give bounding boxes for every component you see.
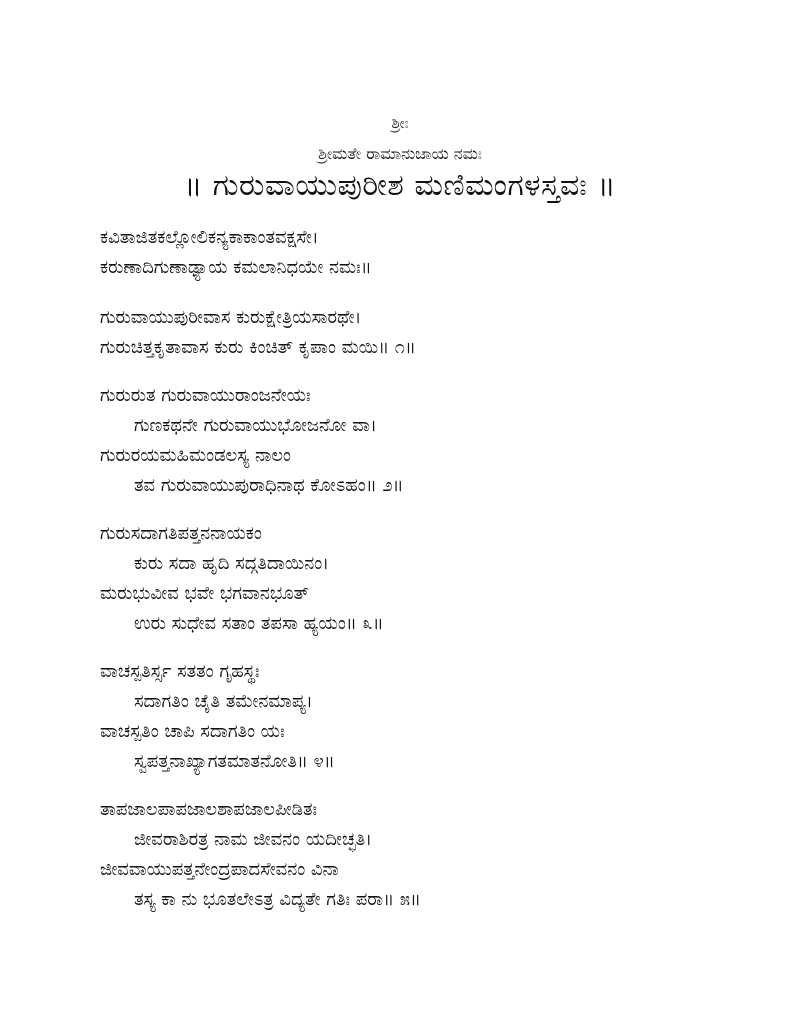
verse-1-line-1: ಕವಿತಾಜಿತಕಲ್ಲೋಲಿಕನ್ಯಕಾಕಾಂತವಕ್ಷಸೇ। xyxy=(100,227,319,248)
verse-5-line-2: ಸದಾಗತಿಂ ಚೈತಿ ತಮೇನಮಾಪ್ಯ। xyxy=(134,691,313,712)
verse-6-line-4: ತಸ್ಯ ಕಾ ನು ಭೂತಲೇಽತ್ರ ವಿದ್ಯತೇ ಗತಿಃ ಪರಾ॥ ೫॥ xyxy=(134,889,421,910)
verse-5-line-1: ವಾಚಸ್ಪತಿರ್ಸ್ಸ ಸತತಂ ಗೃಹಸ್ಥಃ xyxy=(100,661,260,682)
verse-5-line-4: ಸ್ವಪತ್ತನಾಖ್ಯಾಗತಮಾತನೋತಿ॥ ೪॥ xyxy=(134,751,335,772)
verse-4-line-4: ಉರು ಸುಧೇವ ಸತಾಂ ತಪಸಾ ಹ್ಯಯಂ॥ ೩॥ xyxy=(134,613,384,634)
stotra-title: ॥ ಗುರುವಾಯುಪುರೀಶ ಮಣಿಮಂಗಳಸ್ತವಃ ॥ xyxy=(183,168,617,203)
verse-1-line-2: ಕರುಣಾದಿಗುಣಾಢ್ಯಾಯ ಕಮಲಾನಿಧಯೇ ನಮಃ॥ xyxy=(100,257,372,278)
invocation: ಶ್ರೀಃ xyxy=(391,114,409,132)
verse-4-line-1: ಗುರುಸದಾಗತಿಪತ್ತನನಾಯಕಂ xyxy=(100,523,262,544)
verse-3-line-2: ಗುಣಕಥನೇ ಗುರುವಾಯುಭೋಜನೋ ವಾ। xyxy=(134,415,377,436)
verse-2-line-2: ಗುರುಚಿತ್ತಕೃತಾವಾಸ ಕುರು ಕಿಂಚಿತ್ ಕೃಪಾಂ ಮಯಿ॥ ೧॥ xyxy=(100,337,416,358)
verse-6-line-2: ಜೀವರಾಶಿರತ್ರ ನಾಮ ಜೀವನಂ ಯದೀಚ್ಛತಿ। xyxy=(134,829,373,850)
verse-6-line-1: ತಾಪಜಾಲಪಾಪಜಾಲಶಾಪಜಾಲಪೀಡಿತಃ xyxy=(100,799,318,820)
verse-3-line-1: ಗುರುರುತ ಗುರುವಾಯುರಾಂಜನೇಯಃ xyxy=(100,385,311,406)
verse-2-line-1: ಗುರುವಾಯುಪುರೀವಾಸ ಕುರುಕ್ಷೇತ್ರಿಯಸಾರಥೇ। xyxy=(100,307,362,328)
salutation-line: ಶ್ರೀಮತೇ ರಾಮಾನುಜಾಯ ನಮಃ xyxy=(318,144,482,163)
verse-6-line-3: ಜೀವವಾಯುಪತ್ತನೇಂದ್ರಪಾದಸೇವನಂ ವಿನಾ xyxy=(100,859,339,880)
verse-3-line-4: ತವ ಗುರುವಾಯುಪುರಾಧಿನಾಥ ಕೋಽಹಂ॥ ೨॥ xyxy=(134,475,404,496)
verse-4-line-2: ಕುರು ಸದಾ ಹೃದಿ ಸದ್ಗತಿದಾಯಿನಂ। xyxy=(134,553,330,574)
verse-3-line-3: ಗುರುರಯಮಹಿಮಂಡಲಸ್ಯ ನಾಲಂ xyxy=(100,445,291,466)
verse-5-line-3: ವಾಚಸ್ಪತಿಂ ಚಾಪಿ ಸದಾಗತಿಂ ಯಃ xyxy=(100,721,285,742)
verse-4-line-3: ಮರುಭುವೀವ ಭವೇ ಭಗವಾನಭೂತ್ xyxy=(100,583,310,604)
